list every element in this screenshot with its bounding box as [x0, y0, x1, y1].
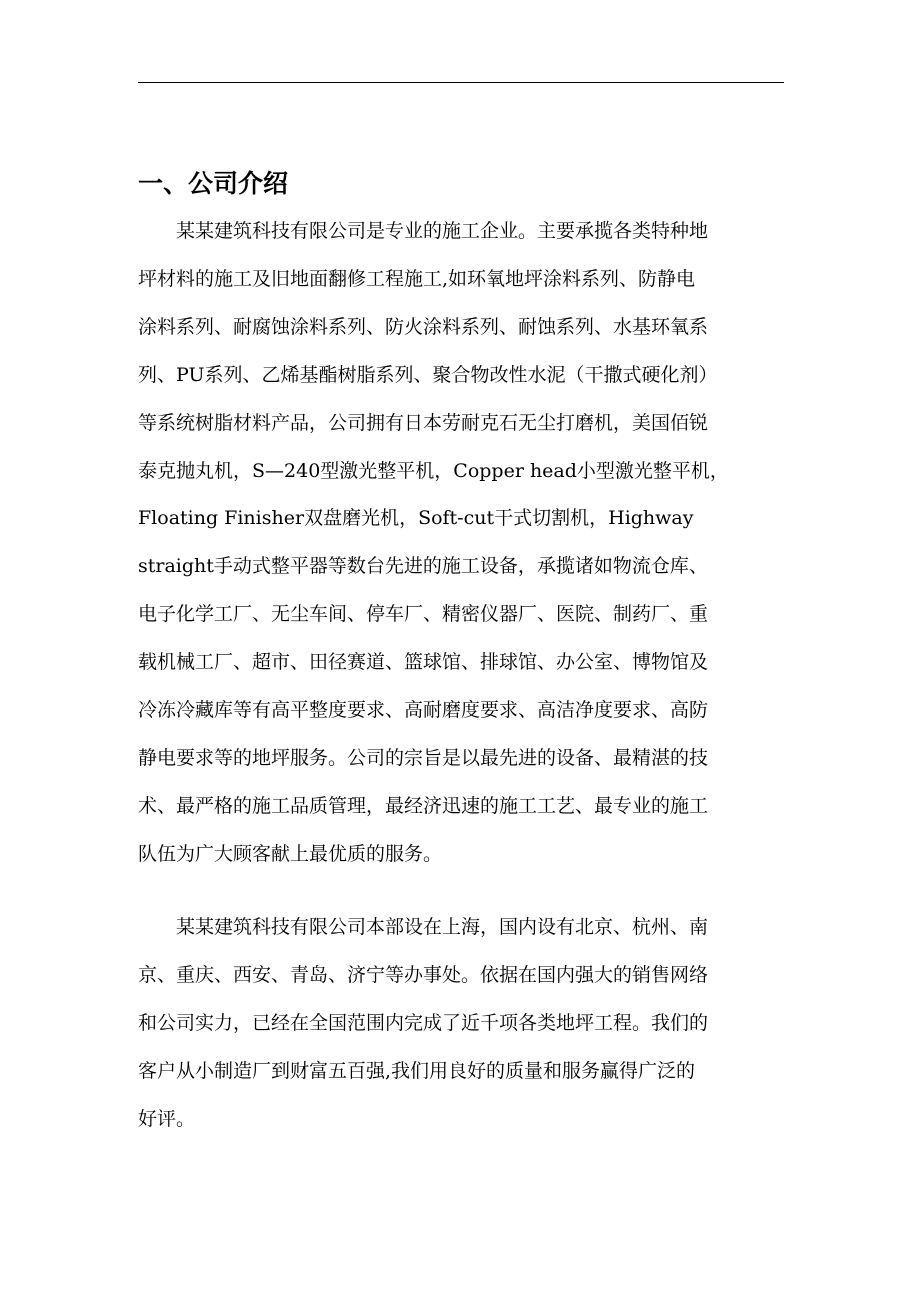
- paragraph-line: straight手动式整平器等数台先进的施工设备，承揽诸如物流仓库、: [138, 555, 708, 578]
- paragraph-line: Floating Finisher双盘磨光机，Soft-cut干式切割机，Highway: [138, 507, 694, 530]
- paragraph-line: 电子化学工厂、无尘车间、停车厂、精密仪器厂、医院、制药厂、重: [138, 603, 709, 626]
- paragraph-line: 术、最严格的施工品质管理，最经济迅速的施工工艺、最专业的施工: [138, 794, 709, 817]
- paragraph-line: 某某建筑科技有限公司是专业的施工企业。主要承揽各类特种地: [138, 220, 709, 242]
- paragraph-line: 静电要求等的地坪服务。公司的宗旨是以最先进的设备、最精湛的技: [138, 746, 709, 769]
- paragraph-line: 涂料系列、耐腐蚀涂料系列、防火涂料系列、耐蚀系列、水基环氧系: [138, 315, 709, 338]
- header-rule: [138, 82, 784, 83]
- paragraph-line: 等系统树脂材料产品，公司拥有日本劳耐克石无尘打磨机，美国佰锐: [138, 411, 709, 434]
- paragraph-line: 列、PU系列、乙烯基酯树脂系列、聚合物改性水泥（干撒式硬化剂）: [138, 363, 718, 386]
- paragraph-line: 坪材料的施工及旧地面翻修工程施工,如环氧地坪涂料系列、防静电: [138, 267, 696, 290]
- paragraph-line: 泰克抛丸机，S—240型激光整平机，Copper head小型激光整平机，: [138, 459, 729, 482]
- paragraph-line: 京、重庆、西安、青岛、济宁等办事处。依据在国内强大的销售网络: [138, 963, 709, 986]
- paragraph-line: 冷冻冷藏库等有高平整度要求、高耐磨度要求、高洁净度要求、高防: [138, 699, 709, 722]
- paragraph-line: 载机械工厂、超市、田径赛道、篮球馆、排球馆、办公室、博物馆及: [138, 651, 709, 674]
- paragraph-line: 客户从小制造厂到财富五百强,我们用良好的质量和服务赢得广泛的: [138, 1059, 696, 1082]
- paragraph-line: 某某建筑科技有限公司本部设在上海，国内设有北京、杭州、南: [138, 916, 709, 938]
- section-heading: 一、公司介绍: [138, 169, 289, 198]
- paragraph-line: 和公司实力，已经在全国范围内完成了近千项各类地坪工程。我们的: [138, 1011, 709, 1034]
- company-offices-paragraph: [138, 904, 784, 1144]
- paragraph-line: 队伍为广大顾客献上最优质的服务。: [138, 842, 443, 865]
- paragraph-line: 好评。: [138, 1107, 196, 1130]
- company-intro-paragraph: [138, 208, 784, 879]
